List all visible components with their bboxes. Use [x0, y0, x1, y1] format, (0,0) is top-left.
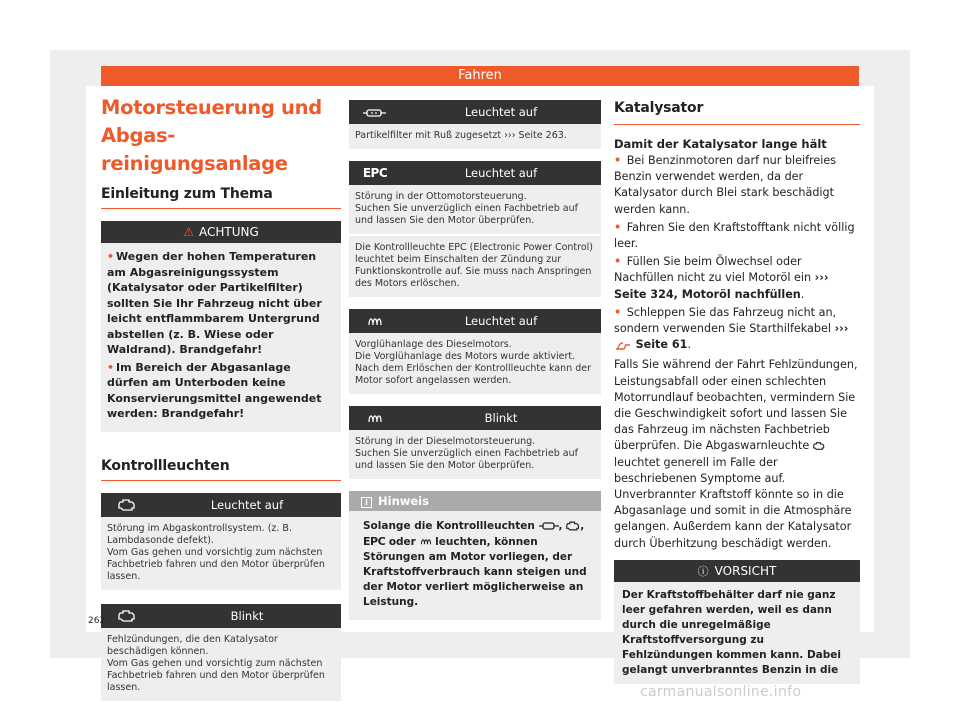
indicator-block — [101, 493, 341, 590]
page-reference-arrow: ››› — [834, 322, 849, 336]
engine-icon — [101, 493, 153, 517]
indicator-text: Störung in der Ottomotorsteuerung. Suchen Sie unverzüglich einen Fachbetrieb auf und lassen Sie den Motor überprüfen. — [349, 185, 601, 234]
page-number: 262 — [88, 616, 106, 626]
lights-heading: Kontrollleuchten — [101, 450, 341, 481]
bullet-icon: • — [107, 360, 115, 374]
exhaust-warning-icon — [813, 439, 825, 452]
warning-triangle-icon: ⚠ — [183, 225, 194, 239]
list-item — [614, 220, 860, 252]
bullet-icon: • — [614, 305, 622, 319]
indicator-text: Fehlzündungen, die den Katalysator beschädigen können. Vom Gas gehen und vorsichtig zum nächsten Fachbetrieb fahren und den Motor überprüfen lassen. — [101, 628, 341, 701]
warning-item-text: Im Bereich der Abgasanlage dürfen am Unterboden keine Konservierungsmittel angewendet werden: Brandgefahr! — [107, 360, 322, 420]
indicator-status: Leuchtet auf — [464, 314, 538, 328]
warning-item — [107, 249, 335, 358]
paragraph-text: Falls Sie während der Fahrt Fehlzündungen, Leistungsabfall oder einen schlechten Motorrundlauf beobachten, vermindern Sie die Geschwindigkeit sofort und lassen Sie das Fahrzeug im nächsten Fachbetrieb überprüfen. Die Abgaswarnleuchte — [614, 358, 858, 453]
bullet-icon: • — [614, 154, 622, 167]
list-item-text: Bei Benzinmotoren darf nur bleifreies Benzin verwendet werden, da der Katalysator durch Blei stark beschädigt werden kann. — [614, 154, 837, 216]
catalyst-subheading: Damit der Katalysator lange hält — [614, 137, 827, 151]
bullet-icon: • — [614, 255, 622, 269]
list-item-text: Füllen Sie beim Ölwechsel oder Nachfüllen nicht zu viel Motoröl ein — [614, 255, 812, 285]
list-item — [614, 153, 860, 218]
warning-item — [107, 360, 335, 422]
warning-item-text: Wegen der hohen Temperaturen am Abgasreinigungssystem (Katalysator oder Partikelfilter) sollten Sie Ihr Fahrzeug nicht über leicht entflammbarem Untergrund abstellen (z. B. Wiese oder Waldrand). Brandgefahr! — [107, 250, 322, 356]
glow-plug-icon — [349, 309, 401, 333]
catalyst-heading: Katalysator — [614, 100, 860, 125]
warning-box — [101, 221, 341, 432]
watermark: carmanualsonline.info — [640, 684, 802, 700]
note-text: Solange die Kontrollleuchten — [363, 520, 535, 532]
indicator-text: Vorglühanlage des Dieselmotors. Die Vorglühanlage des Motors wurde aktiviert. Nach dem Erlöschen der Kontrollleuchte kann der Motor sofort angelassen werden. — [349, 333, 601, 394]
epc-icon: EPC — [363, 535, 386, 548]
page-reference-link[interactable]: Seite 61 — [635, 338, 688, 352]
catalyst-text — [614, 153, 860, 552]
note-header — [349, 491, 601, 511]
indicator-text: Die Kontrollleuchte EPC (Electronic Power Control) leuchtet beim Einschalten der Zündung zur Funktionskontrolle auf. Sie muss nach Anspringen des Motors erlöschen. — [349, 234, 601, 297]
list-item-text: Fahren Sie den Kraftstofftank nicht völlig leer. — [614, 220, 855, 251]
bullet-icon: • — [614, 220, 622, 234]
indicator-status: Leuchtet auf — [464, 166, 538, 180]
page-reference-link[interactable]: ››› Seite 324, Motoröl nachfüllen — [614, 271, 829, 301]
indicator-header — [349, 161, 601, 185]
caution-box — [614, 560, 860, 684]
paragraph — [614, 357, 860, 551]
epc-icon: EPC — [362, 166, 388, 180]
engine-icon — [566, 520, 580, 532]
warning-header — [101, 221, 341, 243]
caution-icon: ⓘ — [697, 564, 709, 578]
list-item: • Schleppen Sie das Fahrzeug nicht an, sondern verwenden Sie Starthilfekabel ››› Seite 61. — [614, 305, 849, 352]
indicator-header — [349, 100, 601, 124]
indicator-header — [349, 309, 601, 333]
intro-heading: Einleitung zum Thema — [101, 178, 341, 209]
indicator-block — [101, 604, 341, 701]
indicator-status: Blinkt — [230, 608, 264, 623]
caution-label: VORSICHT — [714, 563, 777, 578]
column-middle — [349, 86, 601, 620]
column-left — [101, 86, 341, 701]
warning-label: ACHTUNG — [198, 225, 259, 239]
column-right — [614, 86, 860, 684]
page-title: Motorsteuerung und Abgasreinigungsanlage — [101, 96, 322, 175]
indicator-header — [101, 604, 341, 628]
particle-filter-icon — [539, 520, 559, 532]
note-text: oder — [388, 536, 416, 548]
jump-start-icon — [614, 338, 632, 351]
note-box — [349, 491, 601, 620]
indicator-text: Störung im Abgaskontrollsystem. (z. B. Lambdasonde defekt). Vom Gas gehen und vorsichtig zum nächsten Fachbetrieb fahren und den Motor überprüfen lassen. — [101, 517, 341, 590]
indicator-block — [349, 309, 601, 394]
glow-plug-icon — [420, 536, 432, 548]
indicator-text: Partikelfilter mit Ruß zugesetzt ››› Seite 263. — [349, 124, 601, 149]
section-header: Fahren — [101, 66, 859, 86]
indicator-block — [349, 406, 601, 479]
caution-text: Der Kraftstoffbehälter darf nie ganz leer gefahren werden, weil es dann durch die unregelmäßige Kraftstoffversorgung zu Fehlzündungen kommen kann. Dabei gelangt unverbranntes Benzin in die — [622, 588, 841, 676]
list-item-text: Schleppen Sie das Fahrzeug nicht an, sondern verwenden Sie Starthilfekabel — [614, 305, 837, 336]
indicator-block — [349, 161, 601, 297]
engine-icon — [101, 604, 153, 628]
list-item: • Füllen Sie beim Ölwechsel oder Nachfüllen nicht zu viel Motoröl ein ››› Seite 324, Motoröl nachfüllen. — [614, 255, 829, 301]
particle-filter-icon — [349, 100, 401, 124]
note-label: Hinweis — [378, 494, 429, 508]
indicator-status: Leuchtet auf — [210, 497, 284, 512]
glow-plug-icon — [349, 406, 401, 430]
indicator-status: Leuchtet auf — [464, 105, 538, 119]
indicator-header — [101, 493, 341, 517]
warning-body — [101, 243, 341, 432]
info-icon: i — [361, 497, 372, 508]
bullet-icon: • — [107, 250, 115, 263]
indicator-text: Störung in der Dieselmotorsteuerung. Suchen Sie unverzüglich einen Fachbetrieb auf und lassen Sie den Motor überprüfen. — [349, 430, 601, 479]
indicator-status: Blinkt — [484, 411, 518, 425]
indicator-header — [349, 406, 601, 430]
caution-header — [614, 560, 860, 582]
indicator-block — [349, 100, 601, 149]
paragraph-text: leuchtet generell im Falle der beschriebenen Symptome auf. Unverbrannter Kraftstoff könnte so in die Abgasanlage und somit in die Atmosphäre gelangen. Außerdem kann der Katalysator durch Überhitzung beschädigt werden. — [614, 455, 852, 550]
note-text: leuchten, können Störungen am Motor vorliegen, der Kraftstoffverbrauch kann steigen und der Motor verliert möglicherweise an Leistung. — [363, 536, 587, 608]
note-body: Solange die Kontrollleuchten , , EPC oder leuchten, können Störungen am Motor vorliegen, der Kraftstoffverbrauch kann steigen und der Motor verliert möglicherweise an Leistung. — [363, 520, 587, 608]
